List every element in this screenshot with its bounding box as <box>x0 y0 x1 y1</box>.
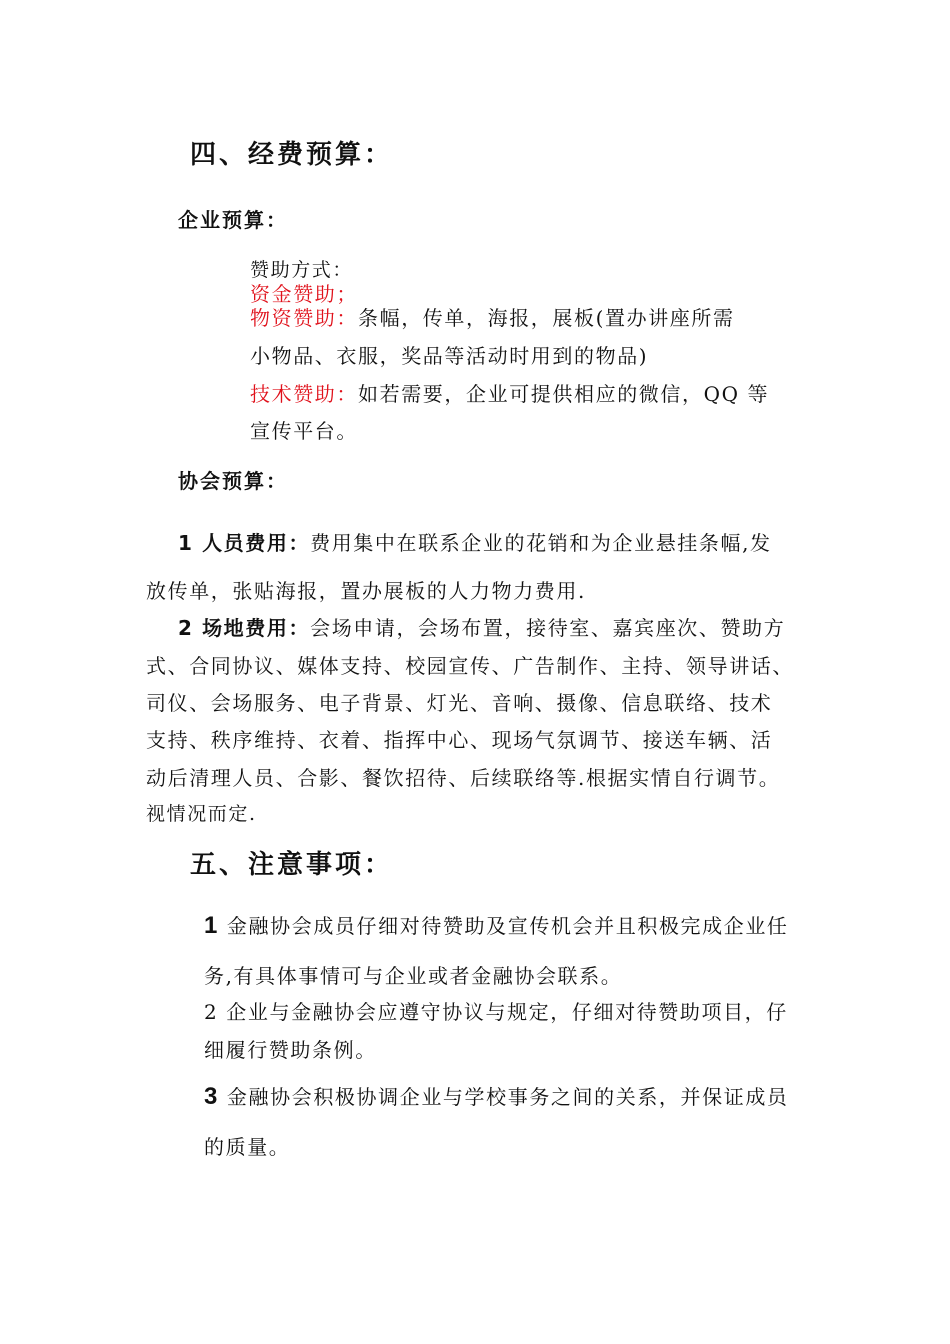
note-1-text: 金融协会成员仔细对待赞助及宣传机会并且积极完成企业任 <box>226 914 789 938</box>
note-1-line-1 <box>204 910 789 940</box>
note-3-line-1 <box>204 1081 789 1111</box>
material-sponsorship-line-2: 小物品、衣服，奖品等活动时用到的物品) <box>250 344 649 368</box>
tech-sponsorship-label: 技术赞助： <box>250 382 358 406</box>
personnel-cost-label: 1 人员费用： <box>178 531 311 555</box>
note-3-text: 金融协会积极协调企业与学校事务之间的关系，并保证成员 <box>226 1085 789 1109</box>
note-1-number: 1 <box>204 912 219 939</box>
note-3-number: 3 <box>204 1083 219 1110</box>
material-sponsorship-label: 物资赞助： <box>250 306 358 330</box>
tech-sponsorship-line-2: 宣传平台。 <box>250 419 358 443</box>
personnel-cost-line-1 <box>178 527 772 556</box>
venue-cost-line-3: 司仪、会场服务、电子背景、灯光、音响、摄像、信息联络、技术 <box>146 691 773 715</box>
enterprise-budget-heading: 企业预算： <box>178 208 288 232</box>
note-2-line-2: 细履行赞助条例。 <box>204 1038 377 1062</box>
venue-cost-line-6: 视情况而定. <box>146 803 257 825</box>
venue-cost-line-2: 式、合同协议、媒体支持、校园宣传、广告制作、主持、领导讲话、 <box>146 654 794 678</box>
venue-cost-label: 2 场地费用： <box>178 616 311 640</box>
venue-cost-line-4: 支持、秩序维持、衣着、指挥中心、现场气氛调节、接送车辆、活 <box>146 728 773 752</box>
note-3-line-2: 的质量。 <box>204 1135 291 1159</box>
section-4-title: 四、经费预算： <box>190 140 394 170</box>
venue-cost-line-5: 动后清理人员、合影、餐饮招待、后续联络等.根据实情自行调节。 <box>146 766 781 790</box>
tech-sponsorship-line-1 <box>250 378 769 407</box>
fund-sponsorship-label: 资金赞助； <box>250 282 358 306</box>
personnel-cost-line-2: 放传单，张贴海报，置办展板的人力物力费用. <box>146 579 586 603</box>
note-1-line-2: 务,有具体事情可与企业或者金融协会联系。 <box>204 964 623 988</box>
section-5-title: 五、注意事项： <box>190 850 394 880</box>
tech-sponsorship-text: 如若需要，企业可提供相应的微信，QQ 等 <box>358 382 770 406</box>
material-sponsorship-line-1 <box>250 302 735 331</box>
venue-cost-text: 会场申请，会场布置，接待室、嘉宾座次、赞助方 <box>310 616 786 640</box>
personnel-cost-text: 费用集中在联系企业的花销和为企业悬挂条幅,发 <box>310 531 772 555</box>
association-budget-heading: 协会预算： <box>178 469 288 493</box>
sponsorship-intro: 赞助方式： <box>250 259 354 281</box>
material-sponsorship-text: 条幅，传单，海报，展板(置办讲座所需 <box>358 306 735 330</box>
note-2-line-1: 2 企业与金融协会应遵守协议与规定，仔细对待赞助项目，仔 <box>204 1000 788 1024</box>
venue-cost-line-1 <box>178 612 785 641</box>
